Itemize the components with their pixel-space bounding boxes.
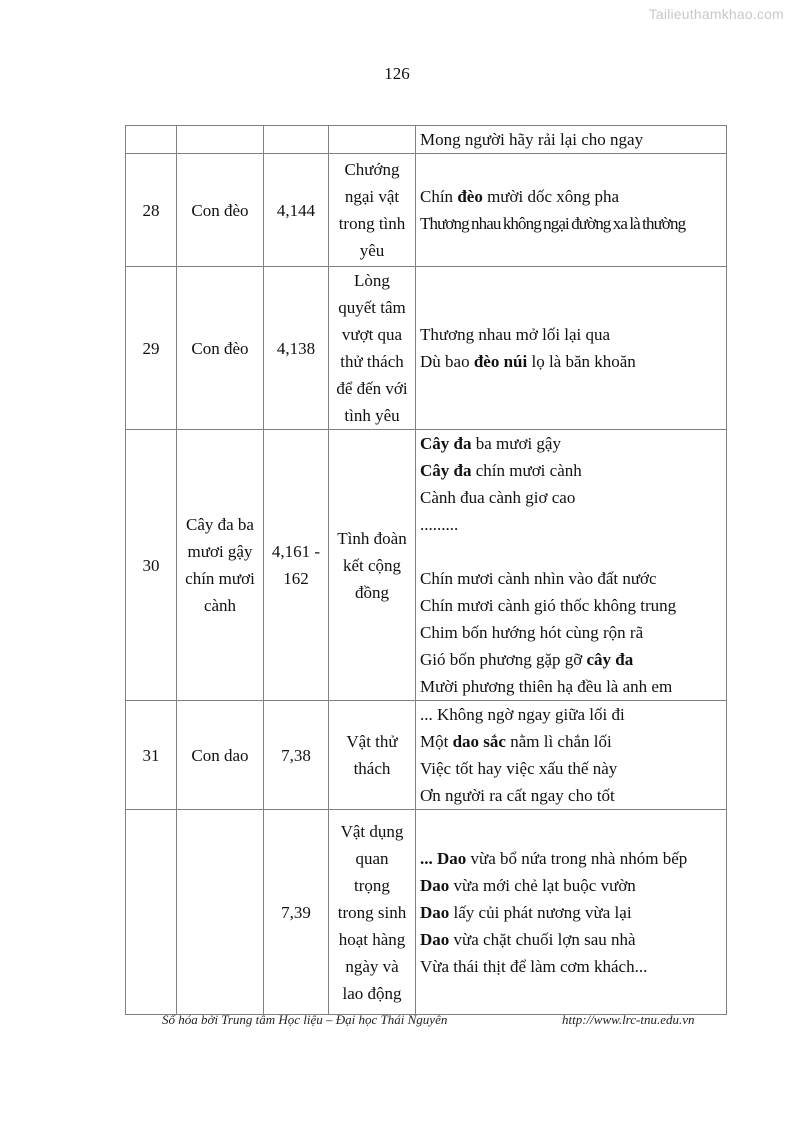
verse-text: lọ là băn khoăn (527, 352, 636, 371)
cell-number (126, 810, 177, 1015)
footer-source: Số hóa bởi Trung tâm Học liệu – Đại học Thái Nguyên (162, 1012, 448, 1027)
verse-text: Gió bốn phương gặp gỡ (420, 650, 587, 669)
verse-line (420, 592, 722, 619)
verse-text: ... Không ngờ ngay giữa lối đi (420, 705, 625, 724)
cell-meaning-line: thách (353, 759, 391, 778)
verse-text: Chín mươi cành gió thốc không trung (420, 596, 677, 615)
cell-motif-name-line: Cây đa ba (186, 515, 254, 534)
cell-reference-line: 7,39 (281, 902, 311, 922)
verse-line (420, 872, 722, 899)
cell-meaning (329, 154, 416, 267)
cell-meaning-line: Chướng (344, 160, 400, 179)
watermark: Tailieuthamkhao.com (648, 6, 784, 22)
verse-text: Dù bao (420, 352, 474, 371)
cell-reference-line: 7,38 (281, 745, 311, 765)
cell-meaning-line: yêu (359, 241, 385, 260)
cell-motif-name (177, 267, 264, 430)
verse-line (420, 348, 722, 375)
table-row (126, 267, 727, 430)
verse-keyword: Dao (420, 902, 450, 922)
cell-meaning-line: hoạt hàng (338, 929, 406, 949)
cell-verse (416, 810, 727, 1015)
cell-reference (264, 430, 329, 701)
cell-meaning-line: Tình đoàn (337, 528, 407, 548)
cell-motif-name (177, 701, 264, 810)
cell-number (126, 126, 177, 154)
cell-meaning (329, 267, 416, 430)
cell-meaning-line: Vật dụng (340, 821, 404, 841)
verse-line (420, 511, 722, 538)
cell-reference (264, 267, 329, 430)
verse-text: ba mươi gậy (471, 434, 561, 453)
verse-text: vừa bổ nứa trong nhà nhóm bếp (466, 848, 688, 868)
cell-meaning (329, 126, 416, 154)
cell-meaning-line: tình yêu (344, 406, 400, 425)
table-row (126, 154, 727, 267)
cell-reference (264, 810, 329, 1015)
cell-meaning-line: đồng (355, 582, 389, 602)
cell-reference-line: 4,161 - (271, 542, 321, 561)
cell-meaning-line: ngày và (345, 956, 399, 976)
footer-url[interactable]: http://www.lrc-tnu.edu.vn (562, 1012, 695, 1027)
cell-meaning-line: trong sinh (337, 902, 407, 922)
verse-text: nằm lì chắn lối (505, 732, 612, 751)
cell-motif-name-line: Con đèo (191, 338, 249, 358)
cell-meaning-line: ngại vật (344, 187, 400, 206)
page-number: 126 (384, 64, 410, 83)
table-row (126, 126, 727, 154)
verse-text: Thương nhau mở lối lại qua (420, 325, 611, 344)
cell-meaning-line: quan (355, 848, 389, 868)
cell-verse (416, 430, 727, 701)
verse-text: Việc tốt hay việc xấu thế này (420, 759, 618, 778)
verse-text: Chín mươi cành nhìn vào đất nước (420, 569, 657, 588)
cell-motif-name-line: Con dao (191, 745, 249, 765)
cell-reference (264, 701, 329, 810)
verse-line (420, 484, 722, 511)
verse-text: chín mươi cành (471, 461, 582, 480)
cell-verse (416, 154, 727, 267)
cell-meaning-line: trọng (354, 875, 390, 895)
verse-keyword: Cây đa (420, 461, 472, 480)
verse-text: Mong người hãy rải lại cho ngay (420, 130, 644, 149)
verse-line (420, 673, 722, 700)
verse-text: vừa chặt chuối lợn sau nhà (449, 929, 636, 949)
verse-keyword: đèo núi (473, 352, 528, 371)
table-row (126, 430, 727, 701)
verse-text: Mười phương thiên hạ đều là anh em (420, 677, 673, 696)
verse-text: Chim bốn hướng hót cùng rộn rã (420, 623, 644, 642)
cell-verse (416, 267, 727, 430)
cell-meaning (329, 701, 416, 810)
cell-reference-line: 4,138 (276, 338, 316, 358)
verse-text: Thương nhau không ngại đường xa là thường (420, 214, 686, 233)
cell-number: 31 (126, 701, 177, 810)
verse-text: lấy củi phát nương vừa lại (449, 902, 632, 922)
verse-line (420, 321, 722, 348)
verse-text: Một (420, 732, 453, 751)
cell-motif-name (177, 154, 264, 267)
verse-line (420, 899, 722, 926)
verse-line (420, 701, 722, 728)
verse-line (420, 646, 722, 673)
cell-meaning-line: kết cộng (342, 555, 402, 575)
cell-meaning-line: thử thách (340, 352, 404, 371)
cell-meaning (329, 810, 416, 1015)
cell-meaning-line: Lòng (354, 271, 390, 290)
cell-reference-line: 4,144 (276, 200, 316, 220)
verse-line (420, 430, 722, 457)
verse-keyword: Cây đa (420, 434, 472, 453)
cell-reference-line: 162 (283, 569, 309, 588)
cell-verse (416, 126, 727, 154)
verse-keyword: đèo (457, 187, 483, 206)
table-row (126, 701, 727, 810)
verse-text: Ơn người ra cất ngay cho tốt (420, 786, 615, 805)
verse-line (420, 845, 722, 872)
cell-motif-name-line: mươi gậy (187, 542, 253, 561)
cell-meaning-line: trong tình (338, 214, 406, 233)
verse-line (420, 619, 722, 646)
cell-number: 30 (126, 430, 177, 701)
verse-text: Chín (420, 187, 458, 206)
cell-motif-name (177, 430, 264, 701)
verse-keyword: dao sắc (452, 732, 506, 751)
cell-number: 28 (126, 154, 177, 267)
cell-meaning-line: Vật thử (346, 732, 398, 751)
verse-text: ......... (420, 515, 459, 534)
verse-text: mười dốc xông pha (482, 187, 620, 206)
table-row (126, 810, 727, 1015)
verse-line (420, 953, 722, 980)
verse-line (420, 565, 722, 592)
cell-motif-name-line: chín mươi (185, 569, 255, 588)
cell-motif-name (177, 126, 264, 154)
verse-text: Vừa thái thịt để làm cơm khách... (420, 956, 648, 976)
verse-line (420, 728, 722, 755)
verse-line (420, 183, 722, 210)
verse-line (420, 457, 722, 484)
cell-meaning-line: quyết tâm (338, 298, 406, 317)
verse-line (420, 782, 722, 809)
verse-line (420, 538, 722, 565)
cell-verse (416, 701, 727, 810)
cell-meaning-line: để đến với (336, 379, 408, 398)
verse-text: Cành đua cành giơ cao (420, 488, 576, 507)
cell-reference (264, 154, 329, 267)
verse-keyword: Dao (420, 875, 450, 895)
verse-keyword: cây đa (586, 650, 634, 669)
cell-motif-name (177, 810, 264, 1015)
cell-reference (264, 126, 329, 154)
cell-meaning (329, 430, 416, 701)
verse-keyword: Dao (420, 929, 450, 949)
verse-line (420, 126, 722, 153)
cell-motif-name-line: Con đèo (191, 200, 249, 220)
motif-table (125, 125, 727, 1015)
verse-line (420, 755, 722, 782)
cell-meaning-line: vượt qua (341, 325, 403, 344)
cell-meaning-line: lao động (342, 983, 402, 1003)
verse-text: vừa mới chẻ lạt buộc vườn (449, 875, 636, 895)
cell-number: 29 (126, 267, 177, 430)
cell-motif-name-line: cành (203, 596, 237, 615)
verse-line (420, 926, 722, 953)
verse-keyword: ... Dao (420, 848, 467, 868)
verse-line (420, 210, 722, 237)
